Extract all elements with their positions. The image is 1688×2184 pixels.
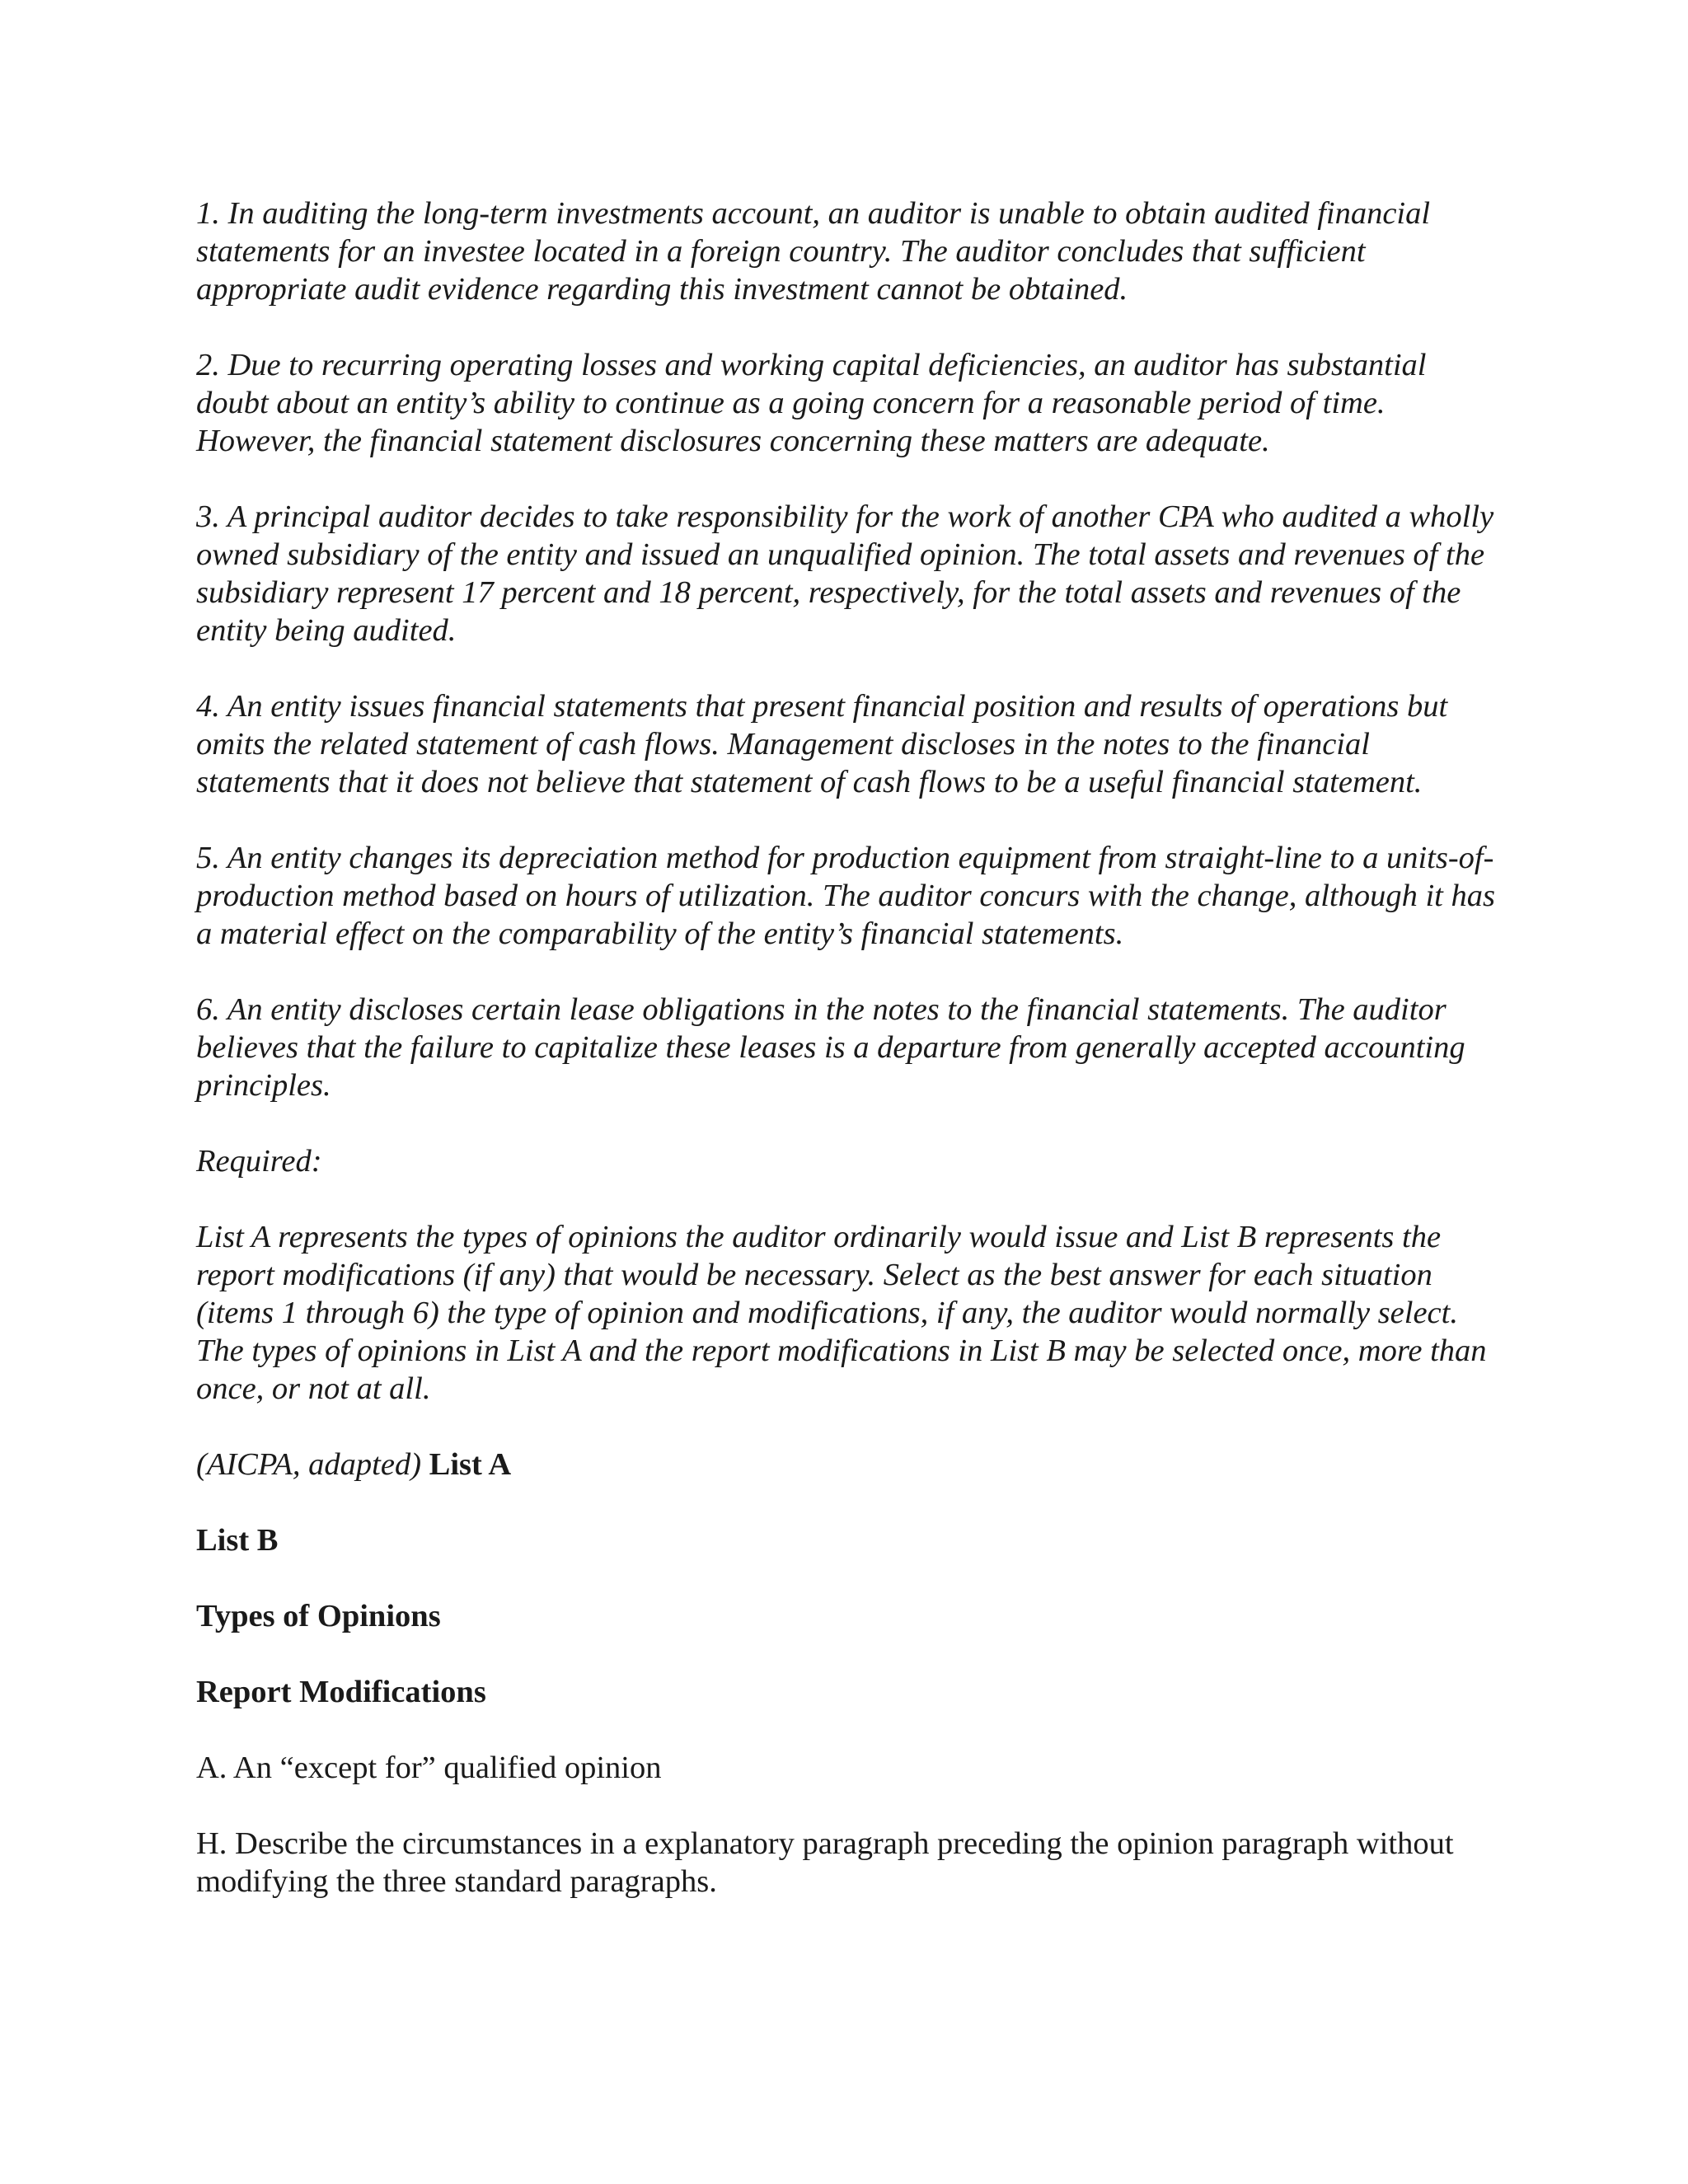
situation-4: 4. An entity issues financial statements that present financial position and results of operations but omits the related statement of cash flows. Management discloses in the notes to the financial statements that it does not believe that statement of cash flows to be a useful financial statement. [196, 689, 1448, 799]
list-item-a: A. An “except for” qualified opinion [196, 1750, 662, 1785]
situation-1: 1. In auditing the long-term investments account, an auditor is unable to obtain audited financial statements for an investee located in a foreign country. The auditor concludes that sufficient appropriate audit evidence regarding this investment cannot be obtained. [196, 196, 1431, 307]
source-line [196, 1446, 1498, 1483]
situation-2: 2. Due to recurring operating losses and working capital deficiencies, an auditor has substantial doubt about an entity’s ability to continue as a going concern for a reasonable period of time. However, the financial statement disclosures concerning these matters are adequate. [196, 348, 1427, 458]
situation-6: 6. An entity discloses certain lease obligations in the notes to the financial statements. The auditor believes that the failure to capitalize these leases is a departure from generally accepted accounting principles. [196, 992, 1465, 1103]
list-item-h: H. Describe the circumstances in a explanatory paragraph preceding the opinion paragraph without modifying the three standard paragraphs. [196, 1826, 1454, 1899]
situation-3: 3. A principal auditor decides to take responsibility for the work of another CPA who audited a wholly owned subsidiary of the entity and issued an unqualified opinion. The total assets and revenues of the subsidiary represent 17 percent and 18 percent, respectively, for the total assets and revenues of the entity being audited. [196, 499, 1494, 648]
instructions: List A represents the types of opinions the auditor ordinarily would issue and List B represents the report modifications (if any) that would be necessary. Select as the best answer for each situation (items 1 through 6) the type of opinion and modifications, if any, the auditor would normally select. The types of opinions in List A and the report modifications in List B may be selected once, more than once, or not at all. [196, 1220, 1487, 1406]
source-credit: (AICPA, adapted) [196, 1447, 422, 1482]
list-b-heading: List B [196, 1523, 279, 1558]
situation-5: 5. An entity changes its depreciation method for production equipment from straight-line to a units-of-production method based on hours of utilization. The auditor concurs with the change, although it has a material effect on the comparability of the entity’s financial statements. [196, 841, 1495, 951]
document-page [196, 194, 1498, 1938]
required-label: Required: [196, 1144, 322, 1179]
list-a-heading: List A [429, 1447, 512, 1482]
report-modifications-heading: Report Modifications [196, 1675, 486, 1709]
types-of-opinions-heading: Types of Opinions [196, 1599, 441, 1633]
